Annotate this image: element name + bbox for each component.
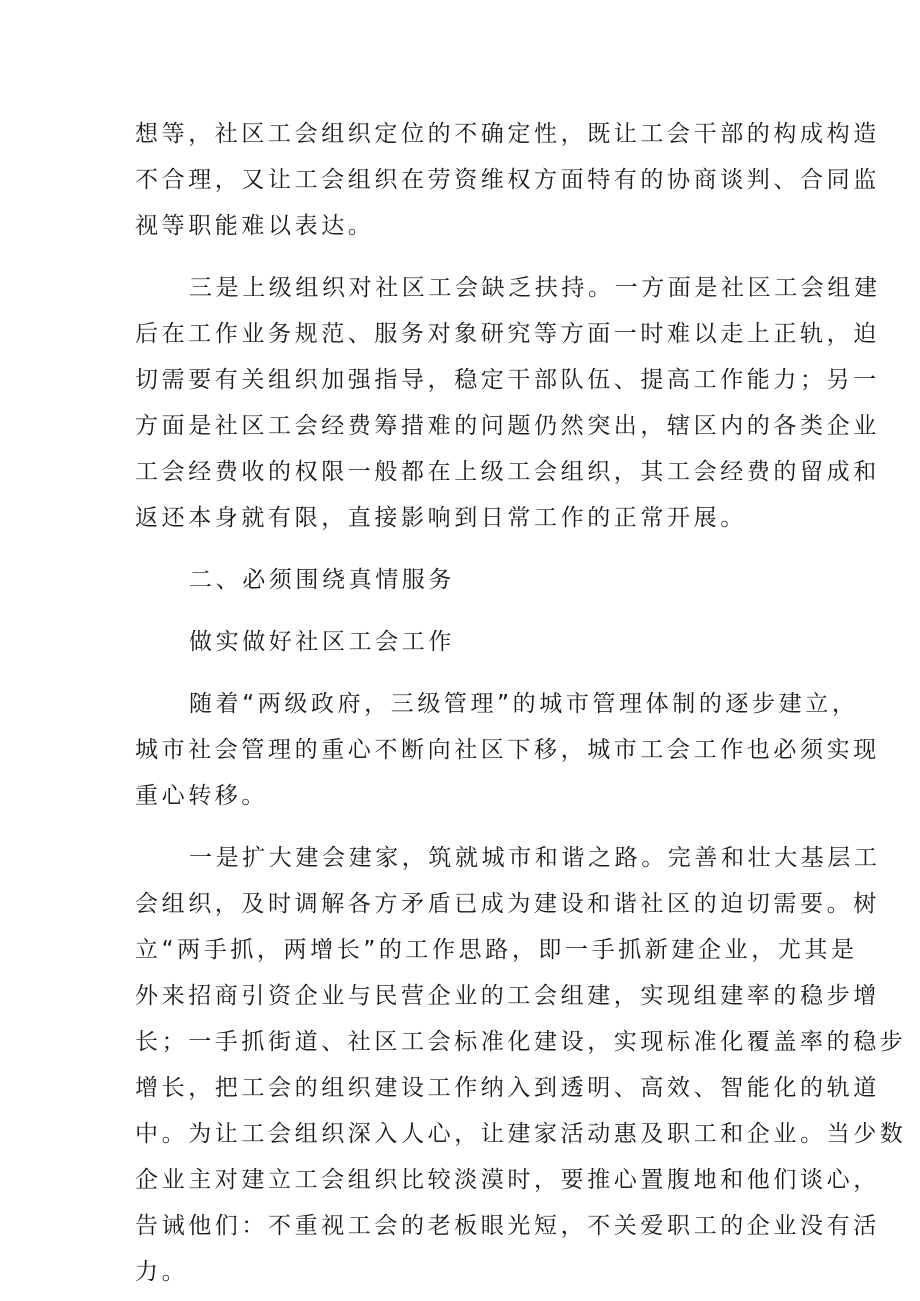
text-line: 视等职能难以表达。 [135, 213, 375, 239]
section-heading: 做实做好社区工会工作 [189, 629, 455, 655]
text-line: 切需要有关组织加强指导，稳定干部队伍、提高工作能力；另一 [135, 367, 880, 393]
text-line: 增长，把工会的组织建设工作纳入到透明、高效、智能化的轨道 [135, 1075, 880, 1101]
text-line: 后在工作业务规范、服务对象研究等方面一时难以走上正轨，迫 [135, 321, 880, 347]
text-line: 重心转移。 [135, 783, 268, 809]
text-line: 三是上级组织对社区工会缺乏扶持。一方面是社区工会组建 [189, 275, 881, 301]
section-heading: 二、必须围绕真情服务 [189, 567, 455, 593]
text-line: 长；一手抓街道、社区工会标准化建设，实现标准化覆盖率的稳步 [135, 1029, 907, 1055]
text-line: 不合理，又让工会组织在劳资维权方面特有的协商谈判、合同监 [135, 167, 880, 193]
text-line: 随着“两级政府，三级管理”的城市管理体制的逐步建立， [189, 691, 859, 717]
text-line: 外来招商引资企业与民营企业的工会组建，实现组建率的稳步增 [135, 983, 880, 1009]
text-line: 工会经费收的权限一般都在上级工会组织，其工会经费的留成和 [135, 459, 880, 485]
text-line: 企业主对建立工会组织比较淡漠时，要推心置腹地和他们谈心， [135, 1167, 880, 1193]
text-line: 中。为让工会组织深入人心，让建家活动惠及职工和企业。当少数 [135, 1121, 907, 1147]
text-line: 会组织，及时调解各方矛盾已成为建设和谐社区的迫切需要。树 [135, 891, 880, 917]
text-line: 一是扩大建会建家，筑就城市和谐之路。完善和壮大基层工 [189, 845, 881, 871]
text-line: 告诫他们：不重视工会的老板眼光短，不关爱职工的企业没有活 [135, 1213, 880, 1239]
text-line: 立“两手抓，两增长”的工作思路，即一手抓新建企业，尤其是 [135, 937, 858, 963]
text-line: 返还本身就有限，直接影响到日常工作的正常开展。 [135, 505, 747, 531]
text-line: 城市社会管理的重心不断向社区下移，城市工会工作也必须实现 [135, 737, 880, 763]
text-line: 想等，社区工会组织定位的不确定性，既让工会干部的构成构造 [135, 121, 880, 147]
text-line: 力。 [135, 1259, 189, 1285]
text-line: 方面是社区工会经费筹措难的问题仍然突出，辖区内的各类企业 [135, 413, 880, 439]
